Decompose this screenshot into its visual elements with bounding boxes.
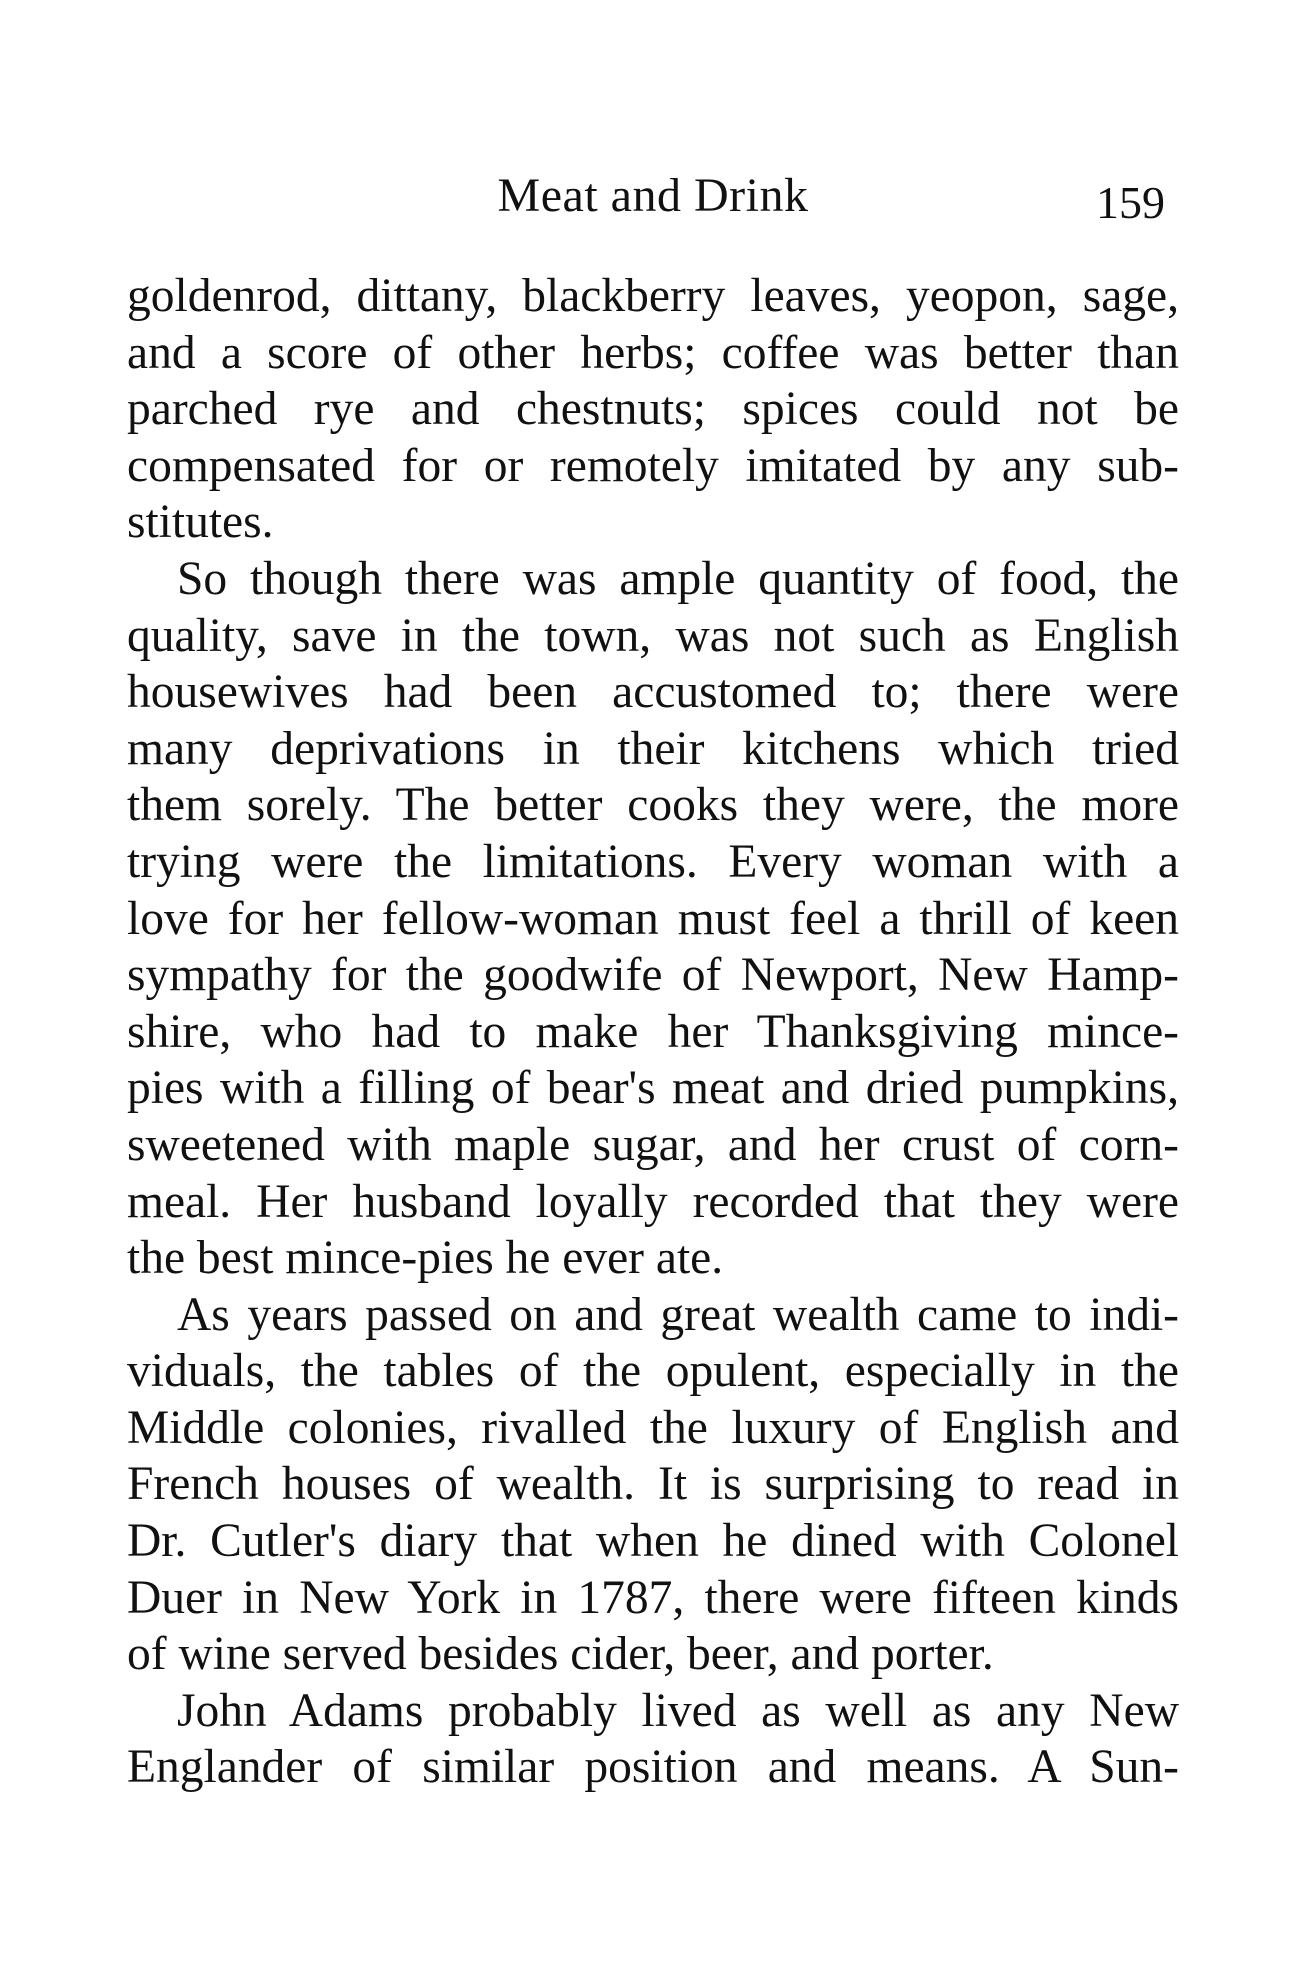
text-line: Middle colonies, rivalled the luxury of English and: [127, 1401, 1179, 1454]
text-line: housewives had been accustomed to; there were: [127, 666, 1179, 719]
text-line: sweetened with maple sugar, and her crust of corn-: [127, 1118, 1179, 1171]
paragraph: [127, 551, 1179, 1287]
text-line: stitutes.: [127, 496, 274, 549]
text-line: and a score of other herbs; coffee was better than: [127, 326, 1179, 379]
text-line: John Adams probably lived as well as any New: [177, 1684, 1179, 1737]
text-line: compensated for or remotely imitated by any sub-: [127, 439, 1179, 492]
text-line: many deprivations in their kitchens which tried: [127, 722, 1179, 775]
body-text: [127, 268, 1179, 1796]
running-head: [127, 168, 1179, 238]
text-line: parched rye and chestnuts; spices could not be: [127, 383, 1179, 436]
chapter-title: Meat and Drink: [497, 169, 809, 222]
text-line: Dr. Cutler's diary that when he dined with Colonel: [127, 1515, 1179, 1568]
paragraph: [127, 1287, 1179, 1683]
text-line: As years passed on and great wealth came to indi-: [177, 1288, 1179, 1341]
text-line: love for her fellow-woman must feel a thrill of keen: [127, 892, 1179, 945]
text-line: quality, save in the town, was not such as English: [127, 609, 1179, 662]
text-line: pies with a filling of bear's meat and dried pumpkins,: [127, 1062, 1179, 1115]
text-line: goldenrod, dittany, blackberry leaves, yeopon, sage,: [127, 270, 1179, 322]
text-line: them sorely. The better cooks they were, the more: [127, 779, 1179, 832]
text-line: So though there was ample quantity of food, the: [177, 552, 1179, 605]
text-line: of wine served besides cider, beer, and porter.: [127, 1628, 994, 1681]
text-line: sympathy for the goodwife of Newport, New Hamp-: [127, 949, 1179, 1002]
page-number: 159: [1096, 177, 1165, 228]
text-line: the best mince-pies he ever ate.: [127, 1232, 724, 1285]
text-line: viduals, the tables of the opulent, especially in the: [127, 1345, 1179, 1398]
paragraph: [127, 268, 1179, 551]
text-line: Englander of similar position and means. A Sun-: [127, 1741, 1179, 1794]
text-line: shire, who had to make her Thanksgiving mince-: [127, 1005, 1179, 1058]
paragraph: [127, 1683, 1179, 1796]
text-line: trying were the limitations. Every woman with a: [127, 835, 1179, 888]
text-line: French houses of wealth. It is surprising to read in: [127, 1458, 1179, 1511]
text-line: Duer in New York in 1787, there were fifteen kinds: [127, 1571, 1179, 1624]
text-line: meal. Her husband loyally recorded that they were: [127, 1175, 1179, 1228]
